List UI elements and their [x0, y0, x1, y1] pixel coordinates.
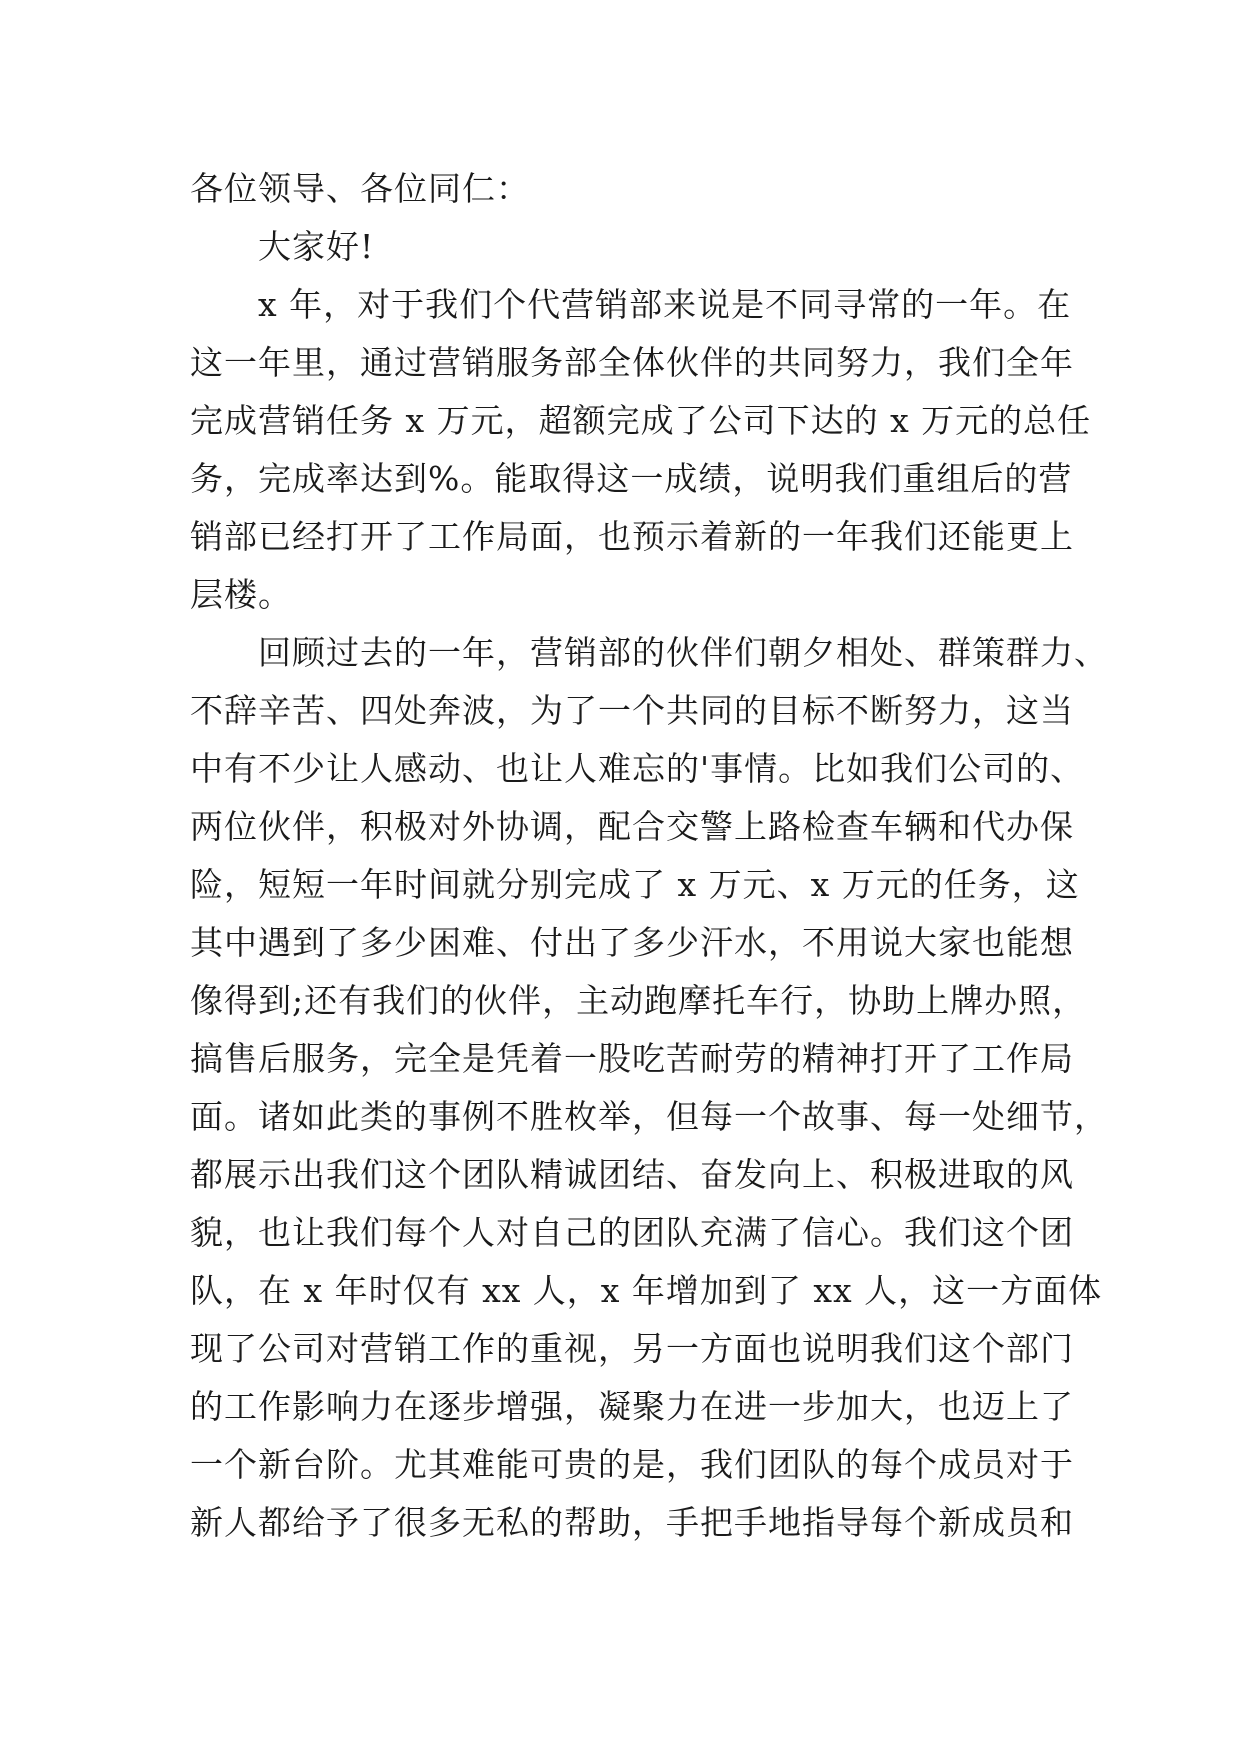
- text-line: 各位领导、各位同仁：: [190, 169, 530, 208]
- text-line: 大家好!: [258, 227, 375, 266]
- text-line: 面。诸如此类的事例不胜枚举，但每一个故事、每一处细节，: [190, 1097, 1108, 1136]
- text-line: 现了公司对营销工作的重视，另一方面也说明我们这个部门: [190, 1329, 1074, 1368]
- text-line: x 年，对于我们个代营销部来说是不同寻常的一年。在: [258, 285, 1072, 324]
- text-line: 层楼。: [190, 575, 292, 614]
- text-line: 完成营销任务 x 万元，超额完成了公司下达的 x 万元的总任: [190, 401, 1092, 440]
- text-line: 都展示出我们这个团队精诚团结、奋发向上、积极进取的风: [190, 1155, 1074, 1194]
- text-line: 队，在 x 年时仅有 xx 人，x 年增加到了 xx 人，这一方面体: [190, 1271, 1103, 1310]
- text-line: 不辞辛苦、四处奔波，为了一个共同的目标不断努力，这当: [190, 691, 1074, 730]
- text-line: 貌，也让我们每个人对自己的团队充满了信心。我们这个团: [190, 1213, 1074, 1252]
- text-line: 新人都给予了很多无私的帮助，手把手地指导每个新成员和: [190, 1503, 1074, 1542]
- text-line: 务，完成率达到%。能取得这一成绩，说明我们重组后的营: [190, 459, 1073, 498]
- text-line: 回顾过去的一年，营销部的伙伴们朝夕相处、群策群力、: [258, 633, 1108, 672]
- text-line: 中有不少让人感动、也让人难忘的'事情。比如我们公司的、: [190, 749, 1085, 788]
- text-line: 一个新台阶。尤其难能可贵的是，我们团队的每个成员对于: [190, 1445, 1074, 1484]
- text-line: 搞售后服务，完全是凭着一股吃苦耐劳的精神打开了工作局: [190, 1039, 1074, 1078]
- document-body: [190, 160, 1108, 1552]
- text-line: 这一年里，通过营销服务部全体伙伴的共同努力，我们全年: [190, 343, 1074, 382]
- text-line: 的工作影响力在逐步增强，凝聚力在进一步加大，也迈上了: [190, 1387, 1074, 1426]
- text-line: 其中遇到了多少困难、付出了多少汗水，不用说大家也能想: [190, 923, 1074, 962]
- text-line: 销部已经打开了工作局面，也预示着新的一年我们还能更上: [190, 517, 1074, 556]
- text-line: 两位伙伴，积极对外协调，配合交警上路检查车辆和代办保: [190, 807, 1074, 846]
- text-line: 像得到;还有我们的伙伴，主动跑摩托车行，协助上牌办照，: [190, 981, 1087, 1020]
- text-line: 险，短短一年时间就分别完成了 x 万元、x 万元的任务，这: [190, 865, 1080, 904]
